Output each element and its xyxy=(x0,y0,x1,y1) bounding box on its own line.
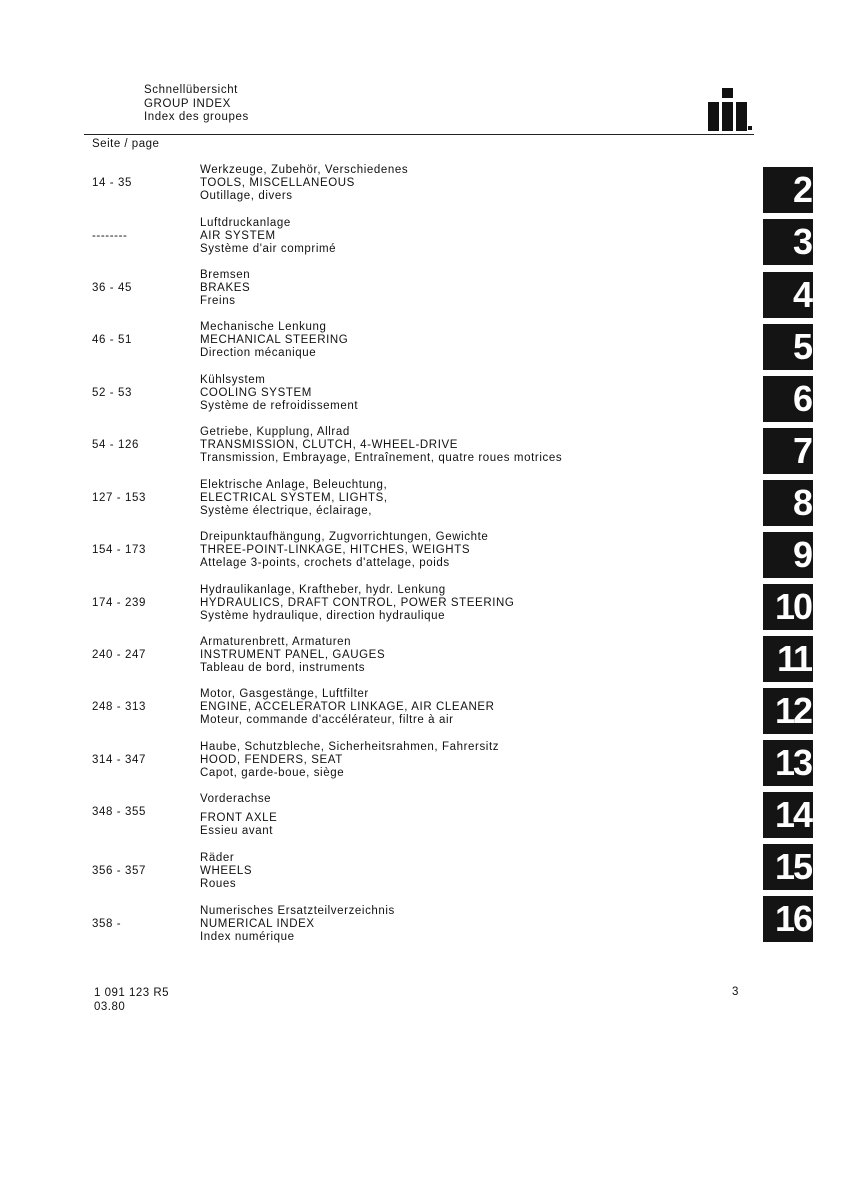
entry-label-de: Dreipunktaufhängung, Zugvorrichtungen, Gewichte xyxy=(200,531,489,543)
entry-label-en: FRONT AXLE xyxy=(200,812,278,825)
entry-label-fr: Capot, garde-boue, siège xyxy=(200,767,345,780)
section-tab-8[interactable]: 8 xyxy=(763,480,813,526)
section-tab-11[interactable]: 11 xyxy=(763,636,813,682)
document-footer xyxy=(94,986,169,1014)
entry-label-en: COOLING SYSTEM xyxy=(200,387,312,400)
entry-label-fr: Système électrique, éclairage, xyxy=(200,505,373,518)
page-range: 127 - 153 xyxy=(92,492,146,504)
page-range: 46 - 51 xyxy=(92,334,133,346)
entry-label-en: ENGINE, ACCELERATOR LINKAGE, AIR CLEANER xyxy=(200,701,495,714)
page-range: 54 - 126 xyxy=(92,439,139,451)
entry-label-fr: Freins xyxy=(200,295,236,308)
entry-label-de: Vorderachse xyxy=(200,793,272,805)
section-tab-6[interactable]: 6 xyxy=(763,376,813,422)
page-column-header: Seite / page xyxy=(92,138,160,150)
entry-label-en: NUMERICAL INDEX xyxy=(200,918,315,931)
document-date: 03.80 xyxy=(94,1001,126,1013)
header-divider xyxy=(84,134,754,135)
entry-label-en: BRAKES xyxy=(200,282,251,295)
entry-label-de: Hydraulikanlage, Kraftheber, hydr. Lenkung xyxy=(200,584,446,596)
entry-label-en: ELECTRICAL SYSTEM, LIGHTS, xyxy=(200,492,388,505)
entry-label-en: THREE-POINT-LINKAGE, HITCHES, WEIGHTS xyxy=(200,544,471,557)
page-range: 154 - 173 xyxy=(92,544,146,556)
section-tab-13[interactable]: 13 xyxy=(763,740,813,786)
entry-label-de: Kühlsystem xyxy=(200,374,266,386)
page-range: 348 - 355 xyxy=(92,806,146,818)
section-tab-5[interactable]: 5 xyxy=(763,324,813,370)
entry-label-fr: Moteur, commande d'accélérateur, filtre à air xyxy=(200,714,454,727)
entry-label-en: INSTRUMENT PANEL, GAUGES xyxy=(200,649,386,662)
entry-label-de: Getriebe, Kupplung, Allrad xyxy=(200,426,350,438)
page-range: 358 - xyxy=(92,918,122,930)
page-range: 174 - 239 xyxy=(92,597,146,609)
entry-label-en: AIR SYSTEM xyxy=(200,230,276,243)
page-range: 14 - 35 xyxy=(92,177,133,189)
entry-label-fr: Roues xyxy=(200,878,237,891)
section-tab-2[interactable]: 2 xyxy=(763,167,813,213)
entry-label-fr: Système d'air comprimé xyxy=(200,243,337,256)
section-tab-12[interactable]: 12 xyxy=(763,688,813,734)
entry-label-fr: Attelage 3-points, crochets d'attelage, poids xyxy=(200,557,450,570)
entry-label-de: Elektrische Anlage, Beleuchtung, xyxy=(200,479,388,491)
section-tab-10[interactable]: 10 xyxy=(763,584,813,630)
entry-label-en: HYDRAULICS, DRAFT CONTROL, POWER STEERING xyxy=(200,597,515,610)
entry-label-fr: Outillage, divers xyxy=(200,190,293,203)
entry-label-de: Mechanische Lenkung xyxy=(200,321,327,333)
page-range: 248 - 313 xyxy=(92,701,146,713)
entry-label-fr: Direction mécanique xyxy=(200,347,317,360)
page-range: 240 - 247 xyxy=(92,649,146,661)
entry-label-de: Motor, Gasgestänge, Luftfilter xyxy=(200,688,369,700)
entry-label-de: Armaturenbrett, Armaturen xyxy=(200,636,352,648)
page-range: 36 - 45 xyxy=(92,282,133,294)
group-index-title xyxy=(144,84,249,125)
page-range: 52 - 53 xyxy=(92,387,133,399)
ih-logo-icon xyxy=(708,88,754,132)
page-range: 314 - 347 xyxy=(92,754,146,766)
page-number: 3 xyxy=(732,986,739,998)
entry-label-en: MECHANICAL STEERING xyxy=(200,334,349,347)
title-english: GROUP INDEX xyxy=(144,97,231,110)
entry-label-de: Numerisches Ersatzteilverzeichnis xyxy=(200,905,395,917)
entry-label-fr: Tableau de bord, instruments xyxy=(200,662,366,675)
entry-label-fr: Index numérique xyxy=(200,931,295,944)
section-tab-16[interactable]: 16 xyxy=(763,896,813,942)
section-tab-3[interactable]: 3 xyxy=(763,219,813,265)
entry-label-en: TRANSMISSION, CLUTCH, 4-WHEEL-DRIVE xyxy=(200,439,459,452)
section-tab-4[interactable]: 4 xyxy=(763,272,813,318)
page-range: -------- xyxy=(92,230,128,242)
entry-label-de: Haube, Schutzbleche, Sicherheitsrahmen, Fahrersitz xyxy=(200,741,500,753)
entry-label-fr: Système hydraulique, direction hydraulique xyxy=(200,610,446,623)
section-tab-15[interactable]: 15 xyxy=(763,844,813,890)
title-german: Schnellübersicht xyxy=(144,84,238,96)
entry-label-en: TOOLS, MISCELLANEOUS xyxy=(200,177,355,190)
section-tab-14[interactable]: 14 xyxy=(763,792,813,838)
entry-label-de: Werkzeuge, Zubehör, Verschiedenes xyxy=(200,164,409,176)
page-range: 356 - 357 xyxy=(92,865,146,877)
document-number: 1 091 123 R5 xyxy=(94,987,170,999)
entry-label-en: HOOD, FENDERS, SEAT xyxy=(200,754,343,767)
section-tab-9[interactable]: 9 xyxy=(763,532,813,578)
entry-label-de: Bremsen xyxy=(200,269,251,281)
section-tab-7[interactable]: 7 xyxy=(763,428,813,474)
title-french: Index des groupes xyxy=(144,111,249,123)
entry-label-fr: Transmission, Embrayage, Entraînement, quatre roues motrices xyxy=(200,452,563,465)
entry-label-de: Räder xyxy=(200,852,235,864)
entry-label-en: WHEELS xyxy=(200,865,253,878)
entry-label-fr: Essieu avant xyxy=(200,825,274,838)
entry-label-fr: Système de refroidissement xyxy=(200,400,359,413)
entry-label-de: Luftdruckanlage xyxy=(200,217,291,229)
